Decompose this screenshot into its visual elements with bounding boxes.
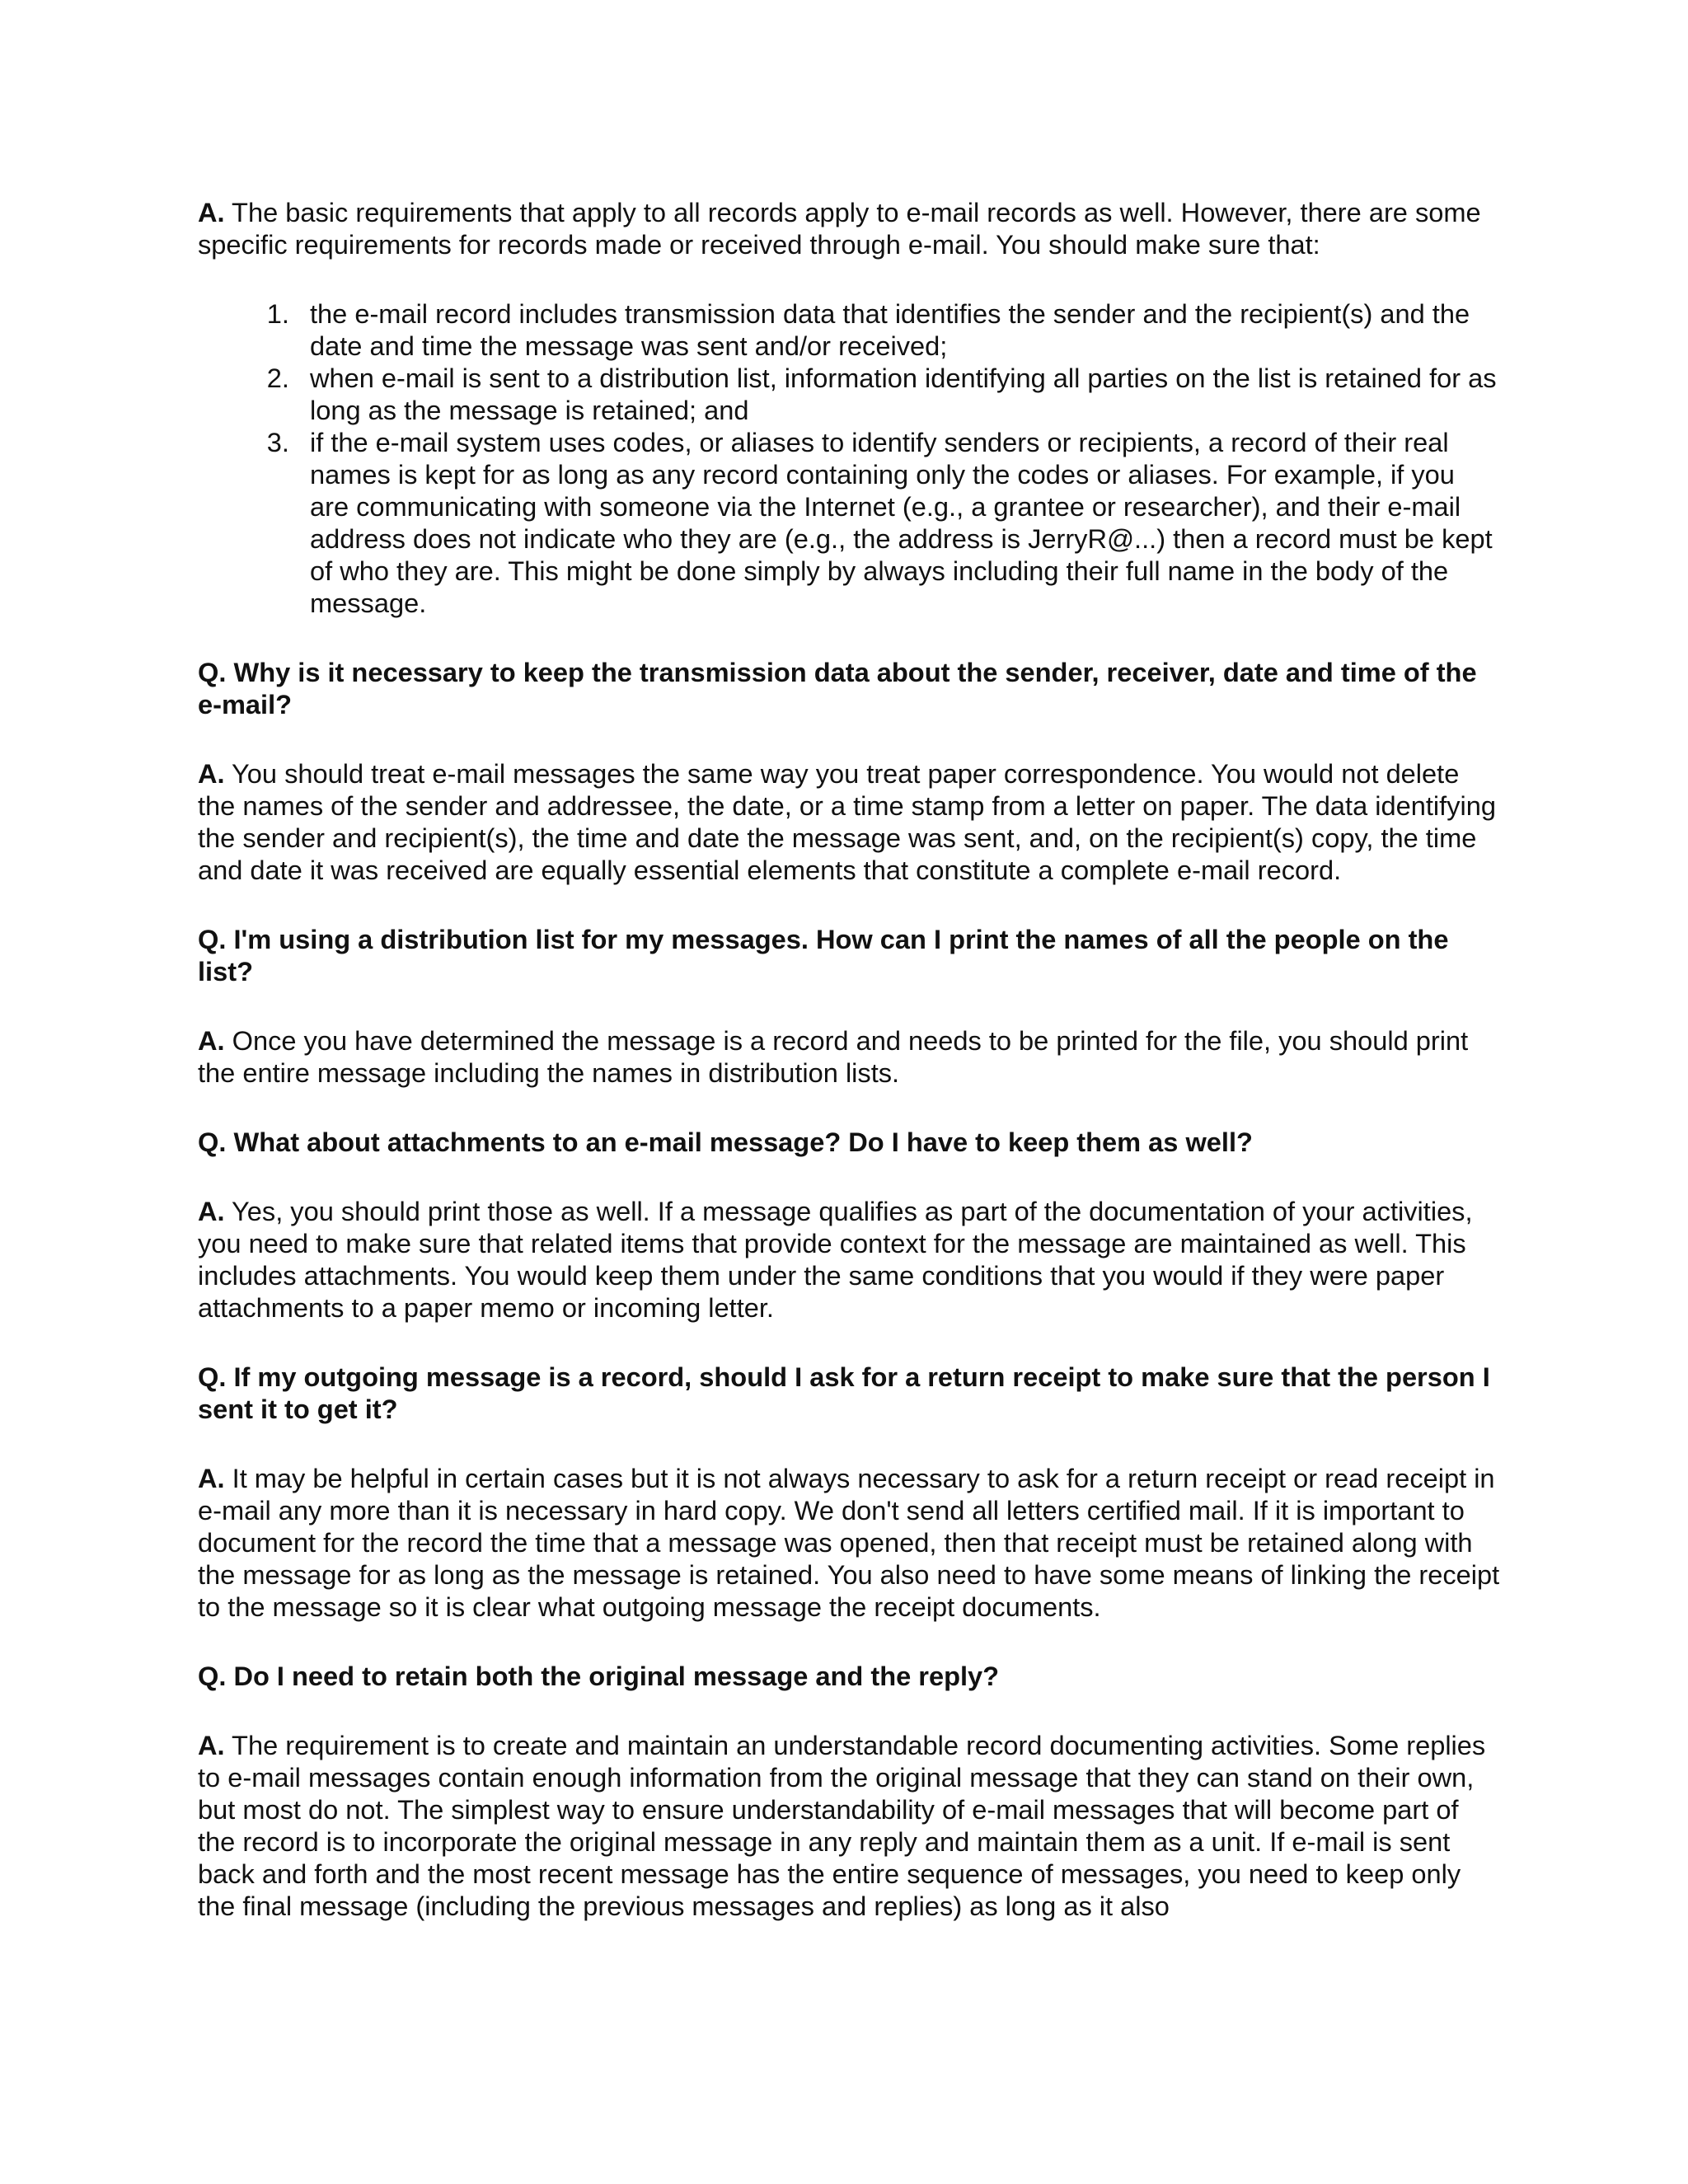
question-heading: Q. Why is it necessary to keep the transmission data about the sender, receiver, date and time of the e-mail? (198, 657, 1477, 719)
answer-paragraph (198, 1729, 1500, 1922)
answer-paragraph (198, 1462, 1500, 1623)
requirements-list (198, 298, 1500, 619)
answer-paragraph (198, 1195, 1500, 1324)
answer-paragraph (198, 196, 1500, 260)
answer-lead: A. (198, 197, 225, 227)
list-item: 2. when e-mail is sent to a distribution list, information identifying all parties on the list is retained for as long as the message is retained; and (297, 362, 1500, 426)
answer-text: It may be helpful in certain cases but it is not always necessary to ask for a return receipt or read receipt in e-mail any more than it is necessary in hard copy. We don't send all letters certified mail. If it is important to document for the record the time that a message was opened, then that receipt must be retained along with the message for as long as the message is retained. You also need to have some means of linking the receipt to the message so it is clear what outgoing message the receipt documents. (198, 1463, 1500, 1622)
answer-text: Once you have determined the message is a record and needs to be printed for the file, you should print the entire message including the names in distribution lists. (198, 1025, 1469, 1088)
answer-lead: A. (198, 1025, 225, 1056)
question-heading: Q. Do I need to retain both the original message and the reply? (198, 1661, 1000, 1691)
answer-lead: A. (198, 1463, 225, 1493)
answer-text: The basic requirements that apply to all records apply to e-mail records as well. However, there are some specific requirements for records made or received through e-mail. You should make sure that: (198, 197, 1481, 260)
document-page (198, 196, 1500, 1959)
answer-lead: A. (198, 758, 225, 789)
answer-paragraph (198, 1024, 1500, 1089)
answer-text: The requirement is to create and maintain an understandable record documenting activities. Some replies to e-mail messages contain enough information from the original message that they can stand on their own, but most do not. The simplest way to ensure understandability of e-mail messages that will become part of the record is to incorporate the original message in any reply and maintain them as a unit. If e-mail is sent back and forth and the most recent message has the entire sequence of messages, you need to keep only the final message (including the previous messages and replies) as long as it also (198, 1730, 1486, 1921)
question-heading: Q. If my outgoing message is a record, should I ask for a return receipt to make sure that the person I sent it to get it? (198, 1361, 1490, 1424)
question-heading: Q. I'm using a distribution list for my messages. How can I print the names of all the people on the list? (198, 924, 1449, 987)
answer-paragraph (198, 757, 1500, 886)
answer-lead: A. (198, 1730, 225, 1760)
answer-text: You should treat e-mail messages the same way you treat paper correspondence. You would not delete the names of the sender and addressee, the date, or a time stamp from a letter on paper. The data identifying the sender and recipient(s), the time and date the message was sent, and, on the recipient(s) copy, the time and date it was received are equally essential elements that constitute a complete e-mail record. (198, 758, 1496, 885)
list-item: 3. if the e-mail system uses codes, or aliases to identify senders or recipients, a record of their real names is kept for as long as any record containing only the codes or aliases. For example, if you are communicating with someone via the Internet (e.g., a grantee or researcher), and their e-mail address does not indicate who they are (e.g., the address is JerryR@...) then a record must be kept of who they are. This might be done simply by always including their full name in the body of the message. (297, 426, 1500, 619)
answer-lead: A. (198, 1196, 225, 1226)
question-heading: Q. What about attachments to an e-mail message? Do I have to keep them as well? (198, 1127, 1253, 1157)
list-item: 1. the e-mail record includes transmission data that identifies the sender and the recipient(s) and the date and time the message was sent and/or received; (297, 298, 1500, 362)
answer-text: Yes, you should print those as well. If a message qualifies as part of the documentation of your activities, you need to make sure that related items that provide context for the message are maintained as well. This includes attachments. You would keep them under the same conditions that you would if they were paper attachments to a paper memo or incoming letter. (198, 1196, 1473, 1323)
